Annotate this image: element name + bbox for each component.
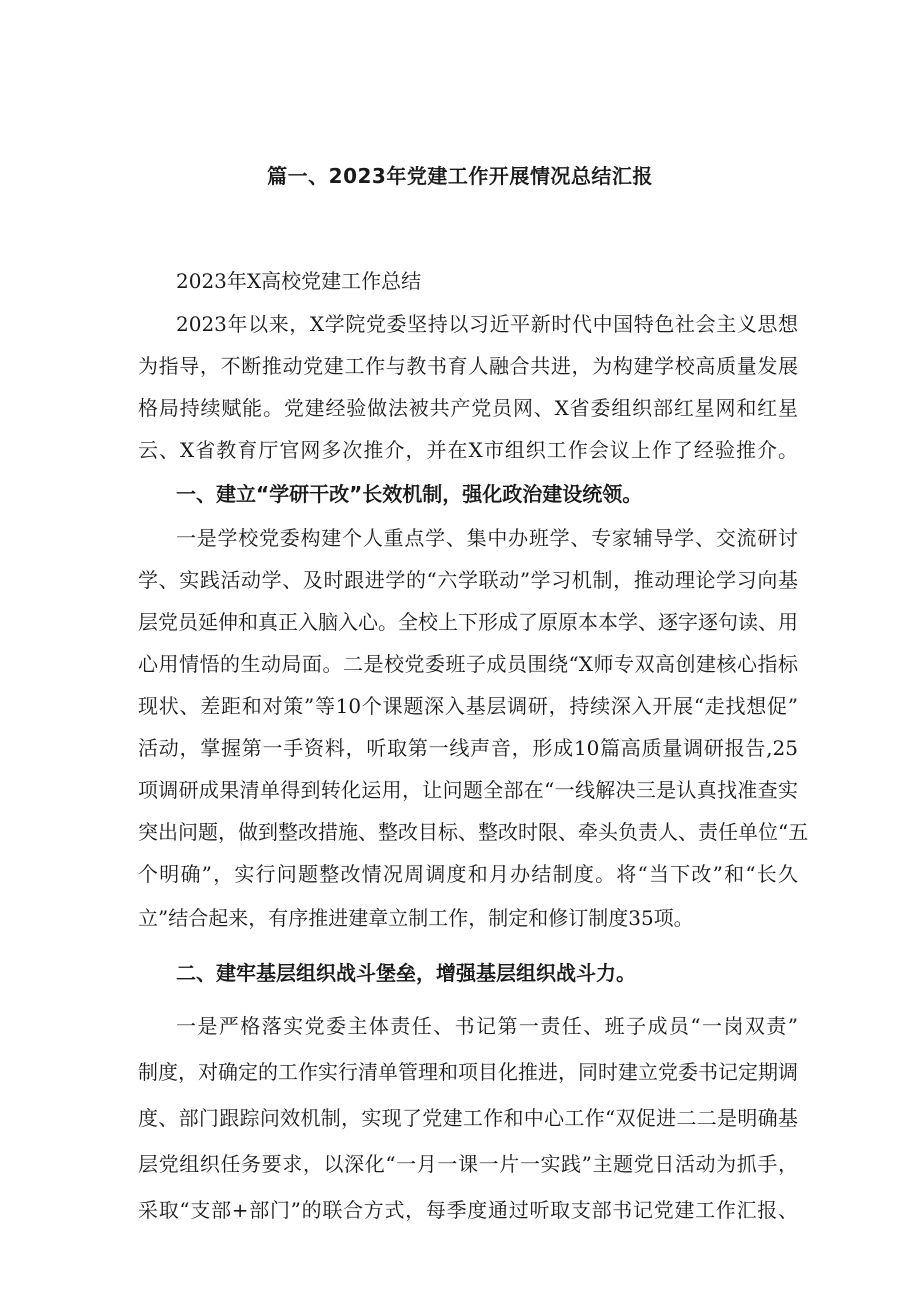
paragraph-line: 活动，掌握第一手资料，听取第一线声音，形成10篇高质量调研报告,25 bbox=[138, 736, 798, 760]
paragraph-line: 一是学校党委构建个人重点学、集中办班学、专家辅导学、交流研讨 bbox=[176, 526, 798, 550]
document-subtitle: 2023年X高校党建工作总结 bbox=[176, 269, 422, 293]
document-title: 篇一、2023年党建工作开展情况总结汇报 bbox=[267, 164, 653, 188]
paragraph-line: 2023年以来，X学院党委坚持以习近平新时代中国特色社会主义思想 bbox=[176, 312, 798, 336]
section-heading: 一、建立“学研干改”长效机制，强化政治建设统领。 bbox=[176, 482, 643, 506]
paragraph-line: 学、实践活动学、及时跟进学的“六学联动”学习机制，推动理论学习向基 bbox=[138, 568, 798, 592]
paragraph-line: 云、X省教育厅官网多次推介，并在X市组织工作会议上作了经验推介。 bbox=[138, 438, 798, 462]
paragraph-line: 个明确”，实行问题整改情况周调度和月办结制度。将“当下改”和“长久 bbox=[138, 862, 798, 886]
paragraph-line: 制度，对确定的工作实行清单管理和项目化推进，同时建立党委书记定期调 bbox=[138, 1060, 798, 1084]
paragraph-line: 层党组织任务要求，以深化“一月一课一片一实践”主题党日活动为抓手， bbox=[138, 1152, 798, 1176]
paragraph-line: 为指导，不断推动党建工作与教书育人融合共进，为构建学校高质量发展 bbox=[138, 354, 798, 378]
paragraph-line: 格局持续赋能。党建经验做法被共产党员网、X省委组织部红星网和红星 bbox=[138, 396, 798, 420]
paragraph-line: 立”结合起来，有序推进建章立制工作，制定和修订制度35项。 bbox=[138, 906, 694, 930]
paragraph-line: 现状、差距和对策”等10个课题深入基层调研，持续深入开展“走找想促” bbox=[138, 694, 798, 718]
paragraph-line: 心用情悟的生动局面。二是校党委班子成员围绕“X师专双高创建核心指标 bbox=[138, 652, 798, 676]
paragraph-line: 度、部门跟踪问效机制，实现了党建工作和中心工作“双促进二二是明确基 bbox=[138, 1106, 798, 1130]
paragraph-line: 突出问题，做到整改措施、整改目标、整改时限、牵头负责人、责任单位“五 bbox=[138, 820, 809, 844]
section-heading: 二、建牢基层组织战斗堡垒，增强基层组织战斗力。 bbox=[176, 961, 636, 985]
paragraph-line: 采取“支部+部门”的联合方式，每季度通过听取支部书记党建工作汇报、 bbox=[138, 1198, 798, 1222]
paragraph-line: 项调研成果清单得到转化运用，让问题全部在“一线解决三是认真找准查实 bbox=[138, 778, 798, 802]
paragraph-line: 一是严格落实党委主体责任、书记第一责任、班子成员“一岗双责” bbox=[176, 1014, 798, 1038]
paragraph-line: 层党员延伸和真正入脑入心。全校上下形成了原原本本学、逐字逐句读、用 bbox=[138, 610, 798, 634]
